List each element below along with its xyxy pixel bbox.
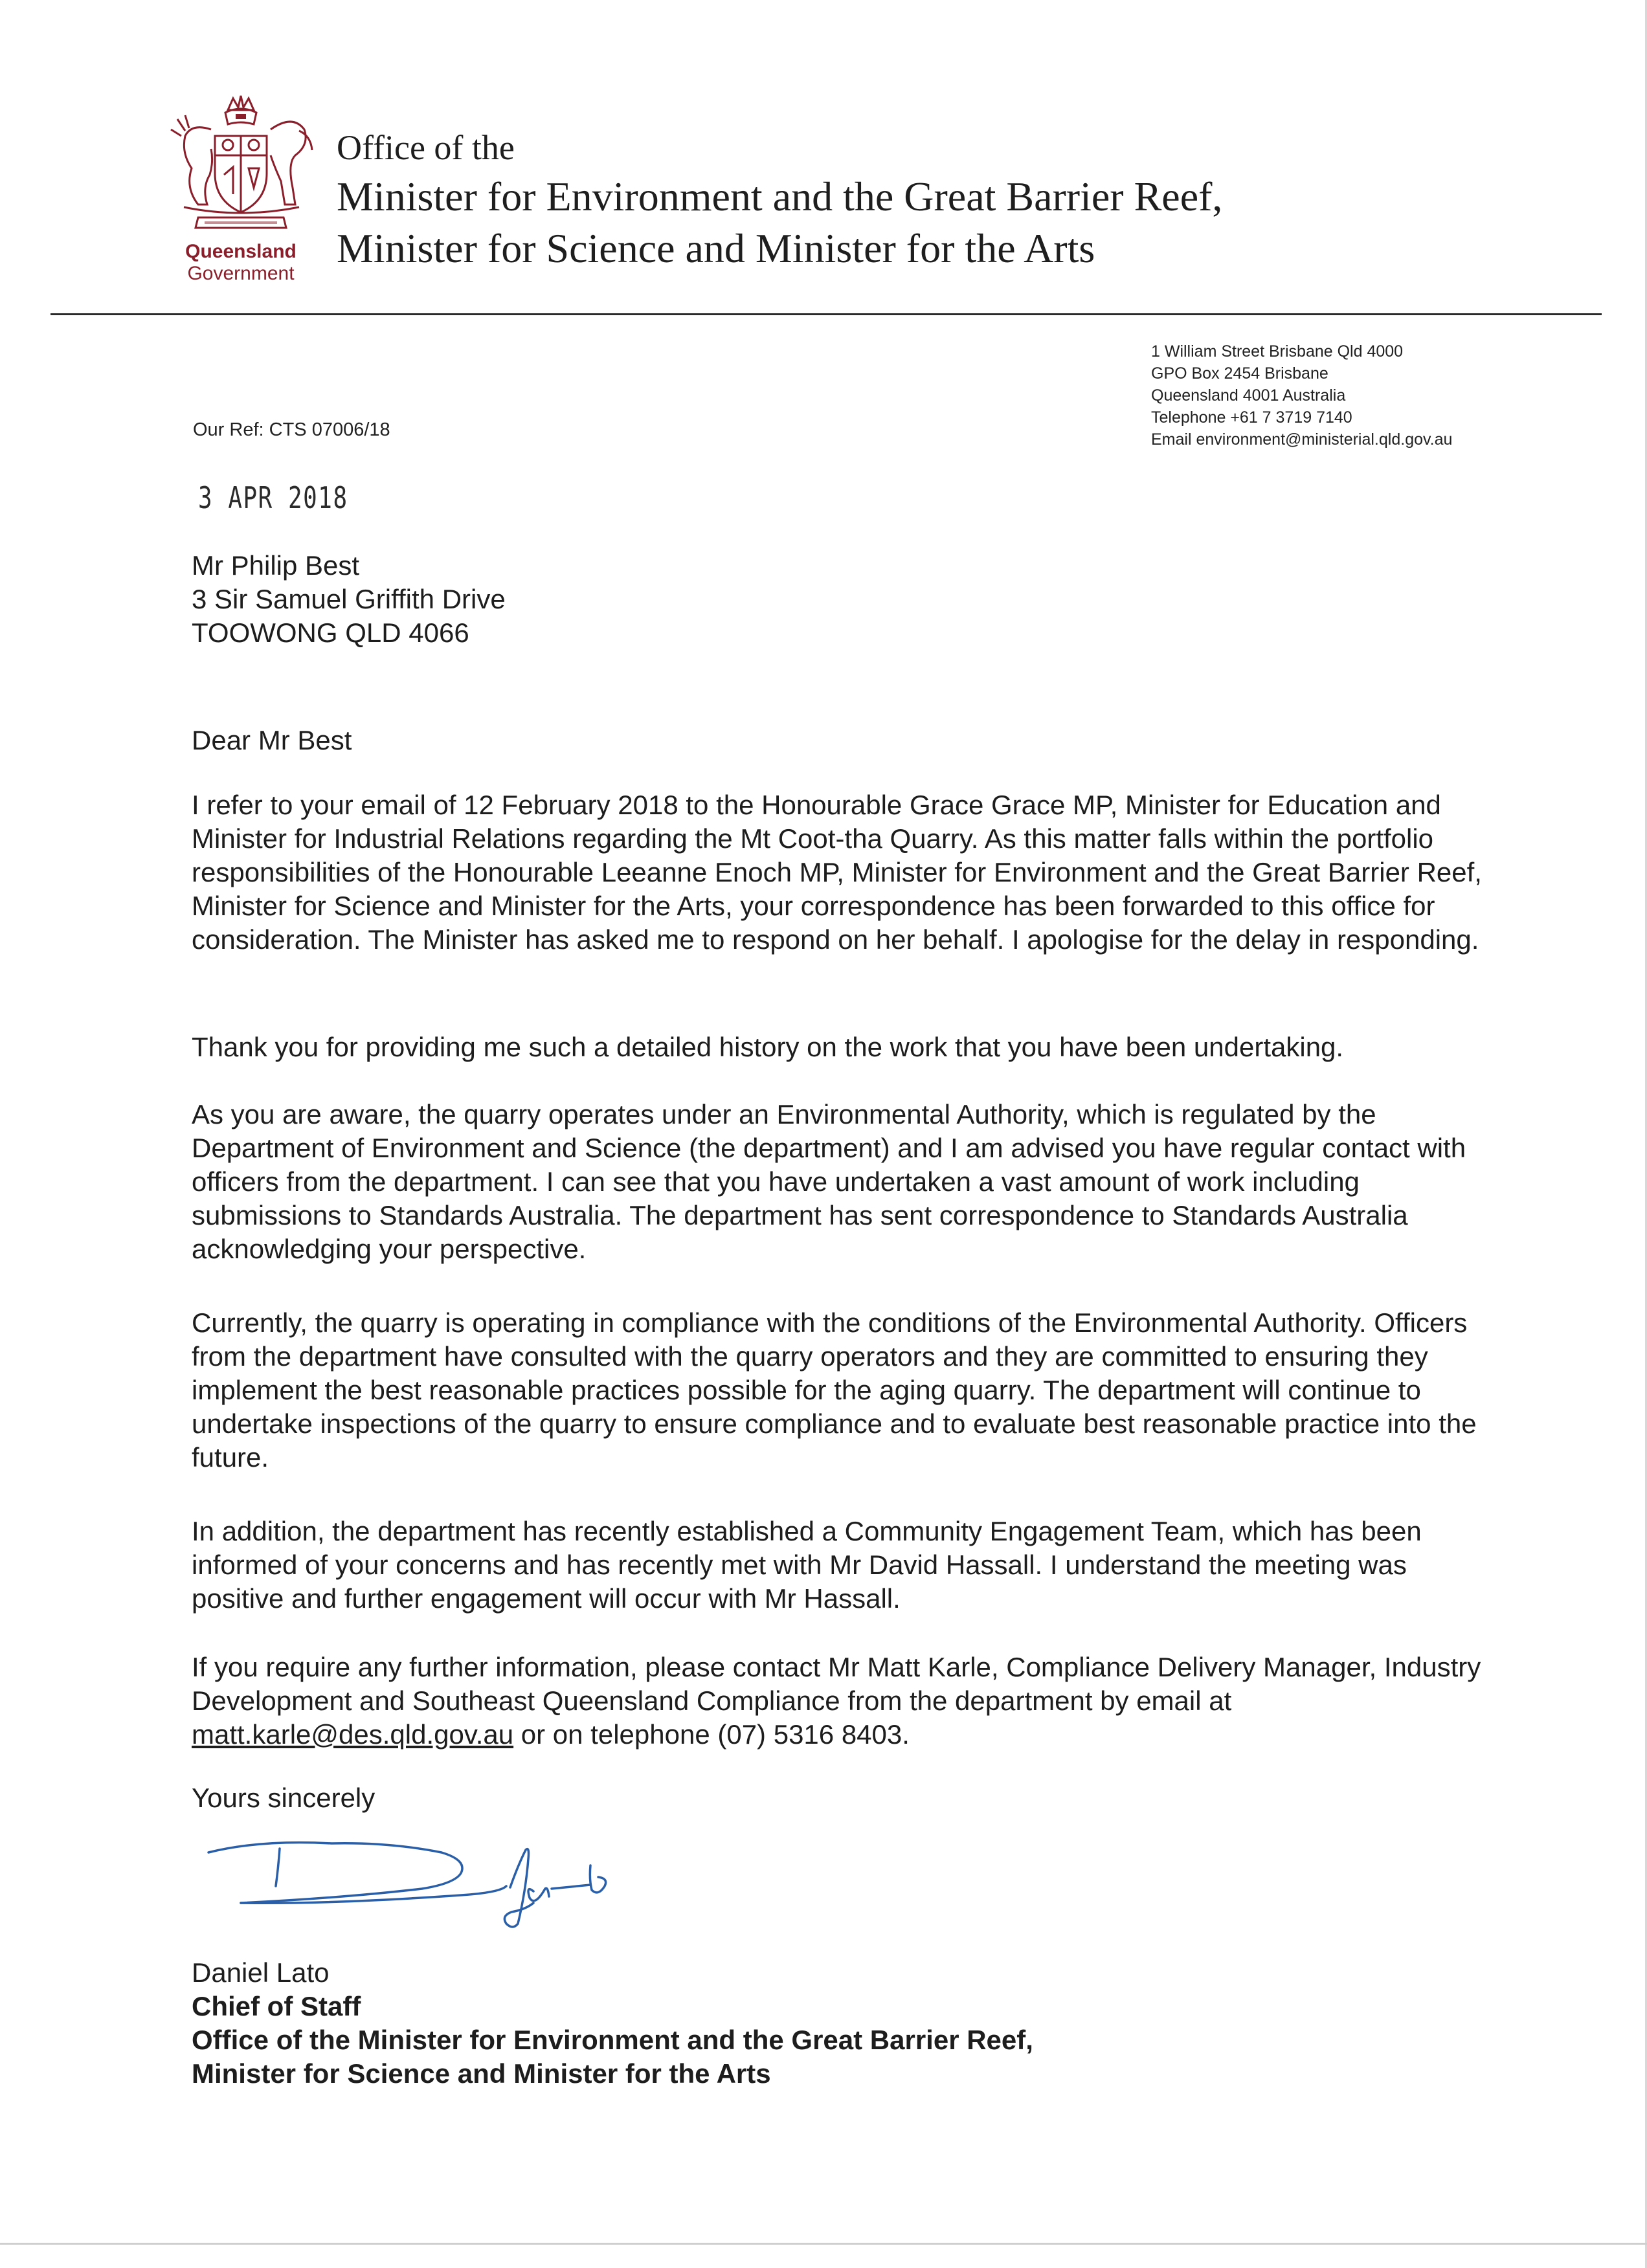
queensland-wordmark: Queensland xyxy=(185,241,297,262)
letterhead-office-line2: Minister for Environment and the Great Barrier Reef, xyxy=(337,173,1223,219)
body-paragraph-3: As you are aware, the quarry operates under an Environmental Authority, which is regulated by the Department of Environment and Science (the department) and I am advised you have regular contact with officers from the department. I can see that you have undertaken a vast amount of work including submissions to Standards Australia. The department has sent correspondence to Standards Australia acknowledging your perspective. xyxy=(192,1099,1466,1264)
paragraph-text: or on telephone (07) 5316 8403. xyxy=(513,1719,910,1750)
closing-phrase: Yours sincerely xyxy=(192,1783,375,1813)
paragraph-text: If you require any further information, please contact Mr Matt Karle, Compliance Delivery Manager, Industry Development and Southeast Queensland Compliance from the department by email at xyxy=(192,1652,1481,1716)
letterhead-office-line3: Minister for Science and Minister for the Arts xyxy=(337,225,1095,271)
address-email: Email environment@ministerial.qld.gov.au xyxy=(1151,430,1453,449)
salutation: Dear Mr Best xyxy=(192,725,352,755)
body-paragraph-1: I refer to your email of 12 February 2018 to the Honourable Grace Grace MP, Minister for Education and Minister for Industrial Relations regarding the Mt Coot-tha Quarry. As this matter falls within the portfolio responsibilities of the Honourable Leeanne Enoch MP, Minister for Environment and the Great Barrier Reef, Minister for Science and Minister for the Arts, your correspondence has been forwarded to this office for consideration. The Minister has asked me to respond on her behalf. I apologise for the delay in responding. xyxy=(192,790,1482,955)
handwritten-signature xyxy=(202,1827,629,1950)
body-paragraph-4: Currently, the quarry is operating in compliance with the conditions of the Environmental Authority. Officers from the department have consulted with the quarry operators and they are committed to ensuring they implement the best reasonable practices possible for the aging quarry. The department will continue to undertake inspections of the quarry to ensure compliance and to evaluate best reasonable practice into the future. xyxy=(192,1307,1477,1473)
scan-edge-bottom xyxy=(0,2243,1647,2245)
body-paragraph-6 xyxy=(192,1651,1519,1751)
date-stamp: 3 APR 2018 xyxy=(198,480,348,515)
email-link[interactable]: matt.karle@des.qld.gov.au xyxy=(192,1719,514,1750)
our-reference: Our Ref: CTS 07006/18 xyxy=(193,419,390,440)
signatory-office-line2: Minister for Science and Minister for the Arts xyxy=(192,2058,771,2089)
address-line: GPO Box 2454 Brisbane xyxy=(1151,364,1328,383)
address-line: 1 William Street Brisbane Qld 4000 xyxy=(1151,342,1404,361)
signatory-title: Chief of Staff xyxy=(192,1991,361,2021)
address-line: Queensland 4001 Australia xyxy=(1151,386,1346,405)
address-telephone: Telephone +61 7 3719 7140 xyxy=(1151,408,1352,427)
letterhead-divider xyxy=(50,313,1602,315)
recipient-suburb: TOOWONG QLD 4066 xyxy=(192,617,469,648)
signatory-office-line1: Office of the Minister for Environment and the Great Barrier Reef, xyxy=(192,2025,1033,2055)
body-paragraph-2: Thank you for providing me such a detailed history on the work that you have been undertaking. xyxy=(192,1032,1344,1062)
recipient-address xyxy=(192,549,506,650)
recipient-name: Mr Philip Best xyxy=(192,550,360,581)
coat-of-arms-icon xyxy=(166,91,316,239)
signatory-name: Daniel Lato xyxy=(192,1957,330,1988)
recipient-street: 3 Sir Samuel Griffith Drive xyxy=(192,584,506,614)
office-address xyxy=(1151,340,1452,450)
body-paragraph-5: In addition, the department has recently established a Community Engagement Team, which has been informed of your concerns and has recently met with Mr David Hassall. I understand the meeting was positive and further engagement will occur with Mr Hassall. xyxy=(192,1516,1422,1614)
government-wordmark: Government xyxy=(187,263,295,284)
letterhead-office-line1: Office of the xyxy=(337,128,515,167)
